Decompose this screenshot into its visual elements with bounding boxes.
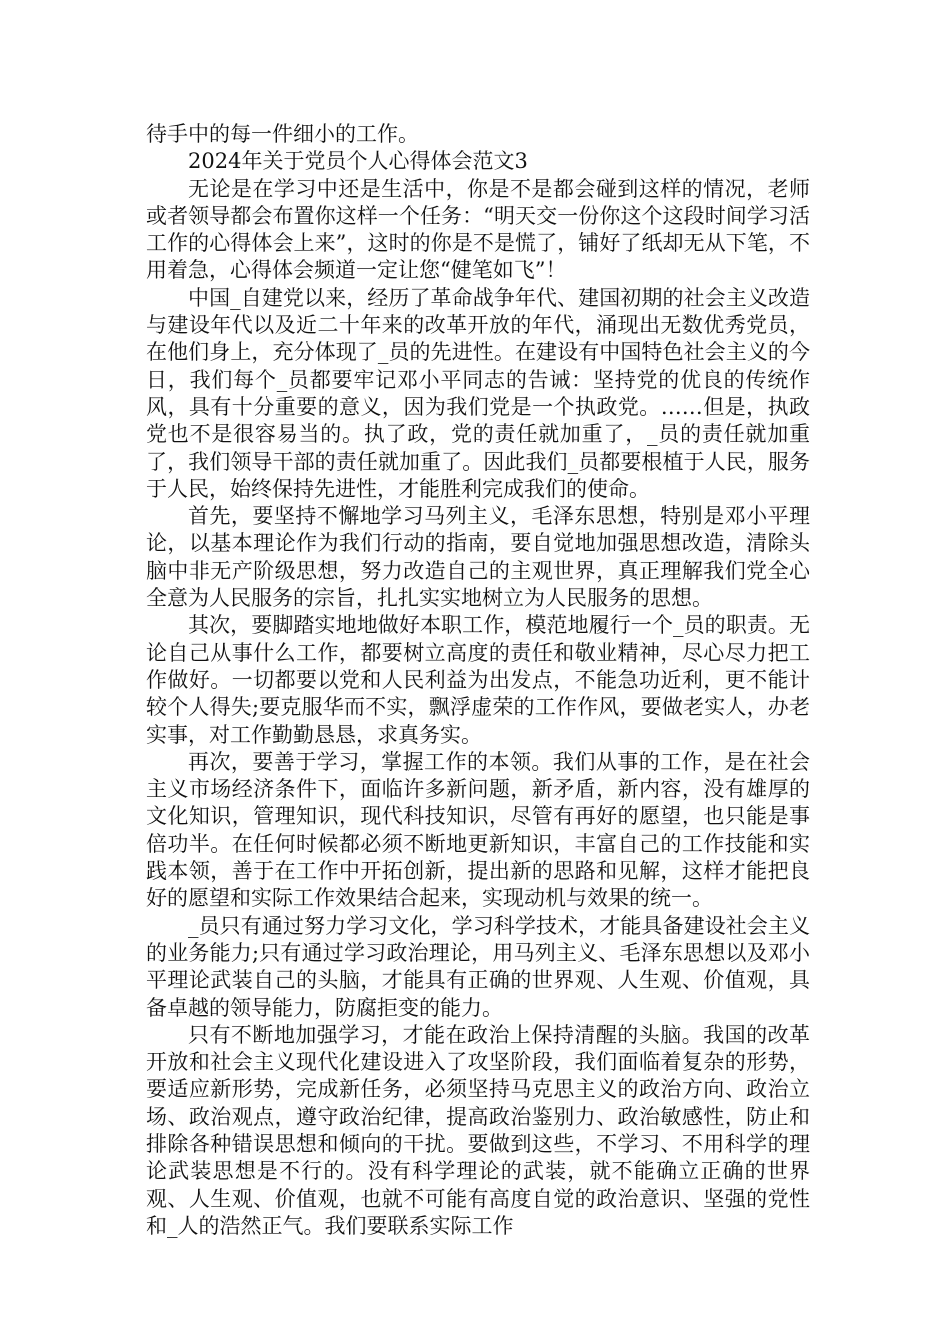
paragraph-second: 其次，要脚踏实地地做好本职工作，模范地履行一个_员的职责。无论自己从事什么工作，都要树立高度的责任和敬业精神，尽心尽力把工作做好。一切都要以党和人民利益为出发点，不能急功近利，更不能计较个人得失;要克服华而不实，飘浮虚荣的工作作风，要做老实人，办老实事，对工作勤勤恳恳，求真务实。 (146, 613, 810, 747)
paragraph-study-culture: _员只有通过努力学习文化，学习科学技术，才能具备建设社会主义的业务能力;只有通过学习政治理论，用马列主义、毛泽东思想以及邓小平理论武装自己的头脑，才能具有正确的世界观、人生观、价值观，具备卓越的领导能力，防腐拒变的能力。 (146, 913, 810, 1020)
document-body (146, 121, 810, 1240)
lead-line: 待手中的每一件细小的工作。 (146, 122, 419, 146)
paragraph-intro: 无论是在学习中还是生活中，你是不是都会碰到这样的情况，老师或者领导都会布置你这样一个任务：“明天交一份你这个这段时间学习活工作的心得体会上来”，这时的你是不是慌了，铺好了纸却无从下笔，不用着急，心得体会频道一定让您“健笔如飞”！ (146, 176, 810, 283)
paragraph-third: 再次，要善于学习，掌握工作的本领。我们从事的工作，是在社会主义市场经济条件下，面临许多新问题，新矛盾，新内容，没有雄厚的文化知识，管理知识，现代科技知识，尽管有再好的愿望，也只能是事倍功半。在任何时候都必须不断地更新知识，丰富自己的工作技能和实践本领，善于在工作中开拓创新，提出新的思路和见解，这样才能把良好的愿望和实际工作效果结合起来，实现动机与效果的统一。 (146, 749, 810, 911)
paragraph-political-study: 只有不断地加强学习，才能在政治上保持清醒的头脑。我国的改革开放和社会主义现代化建设进入了攻坚阶段，我们面临着复杂的形势，要适应新形势，完成新任务，必须坚持马克思主义的政治方向、政治立场、政治观点，遵守政治纪律，提高政治鉴别力、政治敏感性，防止和排除各种错误思想和倾向的干扰。要做到这些，不学习、不用科学的理论武装思想是不行的。没有科学理论的武装，就不能确立正确的世界观、人生观、价值观，也就不可能有高度自觉的政治意识、坚强的党性和_人的浩然正气。我们要联系实际工作 (146, 1022, 810, 1238)
paragraph-party-history: 中国_自建党以来，经历了革命战争年代、建国初期的社会主义改造与建设年代以及近二十年来的改革开放的年代，涌现出无数优秀党员，在他们身上，充分体现了_员的先进性。在建设有中国特色社会主义的今日，我们每个_员都要牢记邓小平同志的告诫：坚持党的优良的传统作风，具有十分重要的意义，因为我们党是一个执政党。……但是，执政党也不是很容易当的。执了政，党的责任就加重了，_员的责任就加重了，我们领导干部的责任就加重了。因此我们_员都要根植于人民，服务于人民，始终保持先进性，才能胜利完成我们的使命。 (146, 285, 810, 501)
section-title: 2024年关于党员个人心得体会范文3 (188, 149, 528, 174)
paragraph-first: 首先，要坚持不懈地学习马列主义，毛泽东思想，特别是邓小平理论，以基本理论作为我们行动的指南，要自觉地加强思想改造，清除头脑中非无产阶级思想，努力改造自己的主观世界，真正理解我们党全心全意为人民服务的宗旨，扎扎实实地树立为人民服务的思想。 (146, 504, 810, 611)
